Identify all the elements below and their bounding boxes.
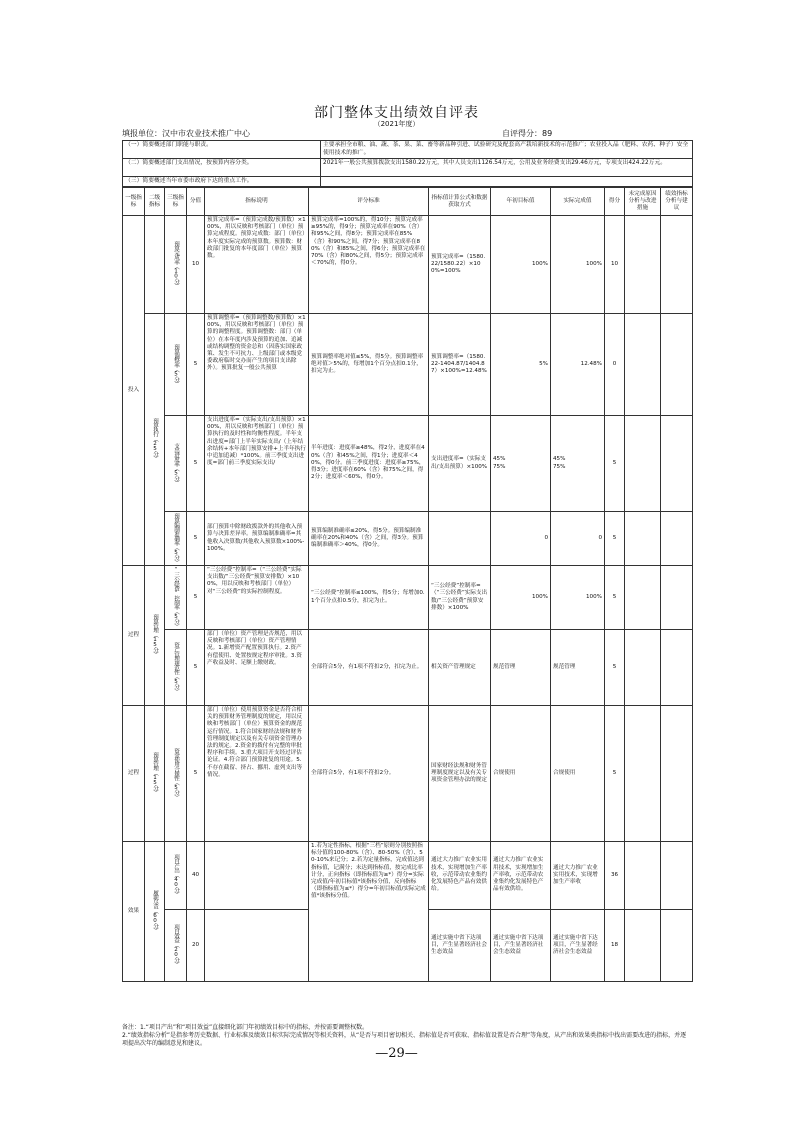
score-cell: 36: [605, 842, 625, 910]
group-yusuan-zhixing: 预算执行（25分）: [145, 314, 165, 566]
desc-cell: [205, 842, 309, 910]
group-guocheng-2: 过程: [123, 706, 145, 842]
group-yusuan-guanli-2: 预算管理（15分）: [145, 706, 165, 842]
report-meta: [122, 128, 692, 140]
page-subtitle: （2021年度）: [373, 120, 420, 128]
actual-cell: 通过实施中省下达项目，产生显著经济社会生态效益: [551, 910, 605, 982]
reason-cell: [625, 910, 661, 982]
info-value: [321, 177, 693, 187]
header-row: [123, 188, 693, 216]
group-guocheng: 过程: [123, 566, 145, 706]
comment-cell: [661, 706, 693, 842]
header-weight: 分值: [187, 188, 205, 216]
score-cell: 0: [605, 314, 625, 416]
actual-cell: 45% 75%: [551, 416, 605, 512]
target-cell: 通过大力推广农业实用技术，实现增加生产率收，示范带动农业集约化发展特色产品有效供给。: [491, 842, 551, 910]
group-xiaoguo: 效果: [123, 842, 145, 982]
formula-cell: 预算调整率=（1580.22-1404.87/1404.87）×100%=12.48%: [429, 314, 491, 416]
weight-cell: 40: [187, 842, 205, 910]
lvl3-cell: 项目产出（40分）: [165, 842, 187, 910]
actual-cell: 100%: [551, 216, 605, 314]
header-score: 得分: [605, 188, 625, 216]
weight-cell: 5: [187, 566, 205, 630]
desc-cell: 预算调整率=（预算调整数/预算数）×100%，用以反映和考核部门（单位）预算的调整程度。预算调整数：部门（单位）在本年度内涉及预算的追加、追减或结构调整的资金总和（因落实国家政策、发生不可抗力、上级部门或本级党委政府临时交办而产生的项目支出除外）。预算批复一般公共预算: [205, 314, 309, 416]
page-number: —29—: [375, 1046, 418, 1061]
score-cell: 18: [605, 910, 625, 982]
target-cell: 通过实施中省下达项目，产生显著经济社会生态效益: [491, 910, 551, 982]
comment-cell: [661, 630, 693, 706]
formula-cell: 支出进度率=（实际支出/支出预算）×100%: [429, 416, 491, 512]
criteria-cell: 全部符合5分，有1项不符扣2分，扣完为止。: [309, 630, 429, 706]
criteria-cell: 半年进度：进度率≥48%，得2分，进度率在40%（含）和45%之间，得1分；进度率＜40%，得0分。前三季度进度：进度率≥75%，得3分；进度率在60%（含）和75%之间，得2分；进度率＜60%，得0分。: [309, 416, 429, 512]
lvl3-cell: 预算调整率（5分）: [165, 314, 187, 416]
lvl3-cell: 资金使用合规性（5分）: [165, 706, 187, 842]
desc-cell: 支出进度率=（实际支出/支出预算）×100%，用以反映和考核部门（单位）预算执行的及时性和均衡性程度。半年支出进度=部门上半年实际支出/（上年结余结转+本年部门预算安排+上半年执行中追加追减）*100%。前三季度支出进度=部门前三季度实际支出/: [205, 416, 309, 512]
reason-cell: [625, 566, 661, 630]
formula-cell: 国家财经法规和财务管理制度规定以及有关专项资金管理办法的规定: [429, 706, 491, 842]
header-desc: 指标说明: [205, 188, 309, 216]
desc-cell: [205, 910, 309, 982]
table-row: [123, 512, 693, 566]
actual-cell: 0: [551, 512, 605, 566]
header-lvl3: 三级指标: [165, 188, 187, 216]
table-row: [123, 842, 693, 910]
score-cell: 5: [605, 566, 625, 630]
info-label: （三）简要概述当年市委市政府下达的重点工作。: [123, 177, 321, 187]
formula-cell: “三公经费”控制率=（“三公经费”实际支出数/“三公经费”预算安排数）×100%: [429, 566, 491, 630]
table-row: [123, 216, 693, 314]
target-cell: 0: [491, 512, 551, 566]
desc-cell: 部门（单位）使用预算资金是否符合相关的预算财务管理制度的规定，用以反映和考核部门（单位）预算资金的规范运行情况。1.符合国家财经法规和财务管理制度规定以及有关专项资金管理办法的规定。2.资金的拨付有完整的审批程序和手续。3.重大项目开支经过评估论证。4.符合部门预算批复的用途。5.不存在截留、挤占、挪用、虚列支出等情况。: [205, 706, 309, 842]
page-title: 部门整体支出绩效自评表: [314, 105, 479, 121]
header-lvl2: 二级指标: [145, 188, 165, 216]
table-row: [123, 630, 693, 706]
info-row: [123, 177, 693, 187]
header-actual: 实际完成值: [551, 188, 605, 216]
info-table: [122, 140, 693, 187]
reason-cell: [625, 842, 661, 910]
info-label: （二）简要概述部门支出情况，按预算内容分类。: [123, 159, 321, 177]
reason-cell: [625, 512, 661, 566]
formula-cell: 预算完成率=（1580.22/1580.22）×100%=100%: [429, 216, 491, 314]
weight-cell: 5: [187, 314, 205, 416]
reason-cell: [625, 314, 661, 416]
weight-cell: 5: [187, 416, 205, 512]
group-yusuan-guanli: 预算管理（15分）: [145, 566, 165, 706]
group-lvzhi: 履职尽责（60分）: [145, 842, 165, 982]
header-formula: 指标值计算公式和数据获取方式: [429, 188, 491, 216]
score-cell: 5: [605, 512, 625, 566]
lvl3-cell: 预算编制准确率（5分）: [165, 512, 187, 566]
target-cell: 100%: [491, 216, 551, 314]
score-cell: 10: [605, 216, 625, 314]
info-row: [123, 159, 693, 177]
actual-cell: 合规使用: [551, 706, 605, 842]
empty-cell: [145, 216, 165, 314]
target-cell: 100%: [491, 566, 551, 630]
comment-cell: [661, 512, 693, 566]
target-cell: 45% 75%: [491, 416, 551, 512]
actual-cell: 100%: [551, 566, 605, 630]
footnote-line-1: 备注：1.“项目产出”和“项目效益”直接细化部门年初绩效目标中的指标，并按需要调整权数。: [122, 1024, 369, 1031]
desc-cell: 部门预算中除财政拨款外的其他收入预算与决算差异率。预算编制准确率=其他收入决算数/其他收入预算数×100%-100%。: [205, 512, 309, 566]
info-value: 主要承担全市粮、油、蔬、茶、果、菜、畜等新品种引进、试验研究及配套高产栽培新技术的示范推广；农业投入品（肥料、农药、种子）安全使用技术的推广。: [321, 141, 693, 159]
footnote: [122, 1024, 692, 1048]
table-row: [123, 314, 693, 416]
performance-table: [122, 187, 693, 982]
reason-cell: [625, 706, 661, 842]
header-target: 年初目标值: [491, 188, 551, 216]
desc-cell: “三公经费”控制率=（“三公经费”实际支出数/“三公经费”预算安排数）×100%，用以反映和考核部门（单位）对“三公经费”的实际控制程度。: [205, 566, 309, 630]
weight-cell: 20: [187, 910, 205, 982]
group-touru: 投入: [123, 216, 145, 566]
criteria-cell: 预算完成率=100%的，得10分；预算完成率≥95%的，得9分；预算完成率在90%（含）和95%之间，得8分；预算完成率在85%（含）和90%之间，得7分；预算完成率在80%（含）和85%之间，得6分；预算完成率在70%（含）和80%之间，得5分；预算完成率＜70%的，得0分。: [309, 216, 429, 314]
comment-cell: [661, 842, 693, 910]
info-row: [123, 141, 693, 159]
criteria-cell: 1.若为定性指标，根据“三档”原则分别按照指标分值的100-80%（含）、80-50%（含）、50-10%来记分；2.若为定量指标，完成值达到指标值，记满分；未达到指标值，按完成比率计分，正向指标（即指标值为≥*）得分=实际完成值/年初目标值*该指标分值，反向指标（即指标值为≤*）得分=年初目标值/实际完成值*该指标分值。: [309, 842, 429, 982]
table-row: [123, 566, 693, 630]
weight-cell: 5: [187, 630, 205, 706]
desc-cell: 预算完成率=（预算完成数/预算数）×100%，用以反映和考核部门（单位）预算完成程度。预算完成数：部门（单位）本年度实际完成的预算数。预算数：财政部门批复的本年度部门（单位）预算数。: [205, 216, 309, 314]
criteria-cell: 预算调整率绝对值≤5%，得5分。预算调整率绝对值＞5%的，每增加1个百分点扣0.1分，扣完为止。: [309, 314, 429, 416]
reason-cell: [625, 630, 661, 706]
desc-cell: 部门（单位）资产管理是否规范，用以反映和考核部门（单位）资产管理情况。1.新增资产配置预算执行。2.资产有偿使用、处置按规定程序审批。3.资产收益及时、足额上缴财政。: [205, 630, 309, 706]
score-cell: 5: [605, 416, 625, 512]
table-row: [123, 706, 693, 842]
comment-cell: [661, 910, 693, 982]
formula-cell: 相关资产管理规定: [429, 630, 491, 706]
header-comment: 绩效指标分析与建议: [661, 188, 693, 216]
lvl3-cell: 预算完成率（10分）: [165, 216, 187, 314]
formula-cell: [429, 512, 491, 566]
formula-cell: 通过实施中省下达项目，产生显著经济社会生态效益: [429, 910, 491, 982]
reason-cell: [625, 216, 661, 314]
table-row: [123, 416, 693, 512]
info-value: 2021年一般公共预算拨款支出1580.22万元，其中人员支出1126.54万元，公用及业务经费支出29.46万元，专项支出424.22万元。: [321, 159, 693, 177]
comment-cell: [661, 314, 693, 416]
comment-cell: [661, 216, 693, 314]
actual-cell: 规范管理: [551, 630, 605, 706]
reporting-unit: 填报单位：汉中市农业技术推广中心: [122, 129, 250, 138]
actual-cell: 通过大力推广农业实用技术，实现增加生产率收: [551, 842, 605, 910]
header-criteria: 评分标准: [309, 188, 429, 216]
info-label: （一）简要概述部门职能与职责。: [123, 141, 321, 159]
footnote-line-2: 2.“绩效指标分析”是指参考历史数据、行业标准及绩效目标实际完成情况等相关资料，从“是否与项目密切相关、指标值是否可获取、指标值设置是否合理”等角度，从产出和效果类指标中找出需要改进的指标，并逐项提出次年的编制意见和建议。: [122, 1032, 687, 1047]
target-cell: 规范管理: [491, 630, 551, 706]
weight-cell: 5: [187, 706, 205, 842]
reason-cell: [625, 416, 661, 512]
actual-cell: 12.48%: [551, 314, 605, 416]
comment-cell: [661, 566, 693, 630]
lvl3-cell: 资产管理规范性（5分）: [165, 630, 187, 706]
formula-cell: 通过大力推广农业实用技术，实现增加生产率收，示范带动农业集约化发展特色产品有效供给。: [429, 842, 491, 910]
lvl3-cell: 支出进度率（5分）: [165, 416, 187, 512]
target-cell: 合规使用: [491, 706, 551, 842]
score-cell: 5: [605, 630, 625, 706]
weight-cell: 5: [187, 512, 205, 566]
criteria-cell: 预算编制准确率≤20%，得5分。预算编制准确率在20%和40%（含）之间，得3分。预算编制准确率＞40%，得0分。: [309, 512, 429, 566]
lvl3-cell: “三公经费”控制率（5分）: [165, 566, 187, 630]
criteria-cell: “三公经费”控制率≤100%，得5分；每增加0.1个百分点扣0.5分，扣完为止。: [309, 566, 429, 630]
criteria-cell: 全部符合5分，有1项不符扣2分。: [309, 706, 429, 842]
weight-cell: 10: [187, 216, 205, 314]
score-cell: 5: [605, 706, 625, 842]
header-lvl1: 一级指标: [123, 188, 145, 216]
target-cell: 5%: [491, 314, 551, 416]
self-score: 自评得分：89: [502, 129, 553, 138]
comment-cell: [661, 416, 693, 512]
header-reason: 未完成原因分析与改进措施: [625, 188, 661, 216]
lvl3-cell: 项目效益（20分）: [165, 910, 187, 982]
